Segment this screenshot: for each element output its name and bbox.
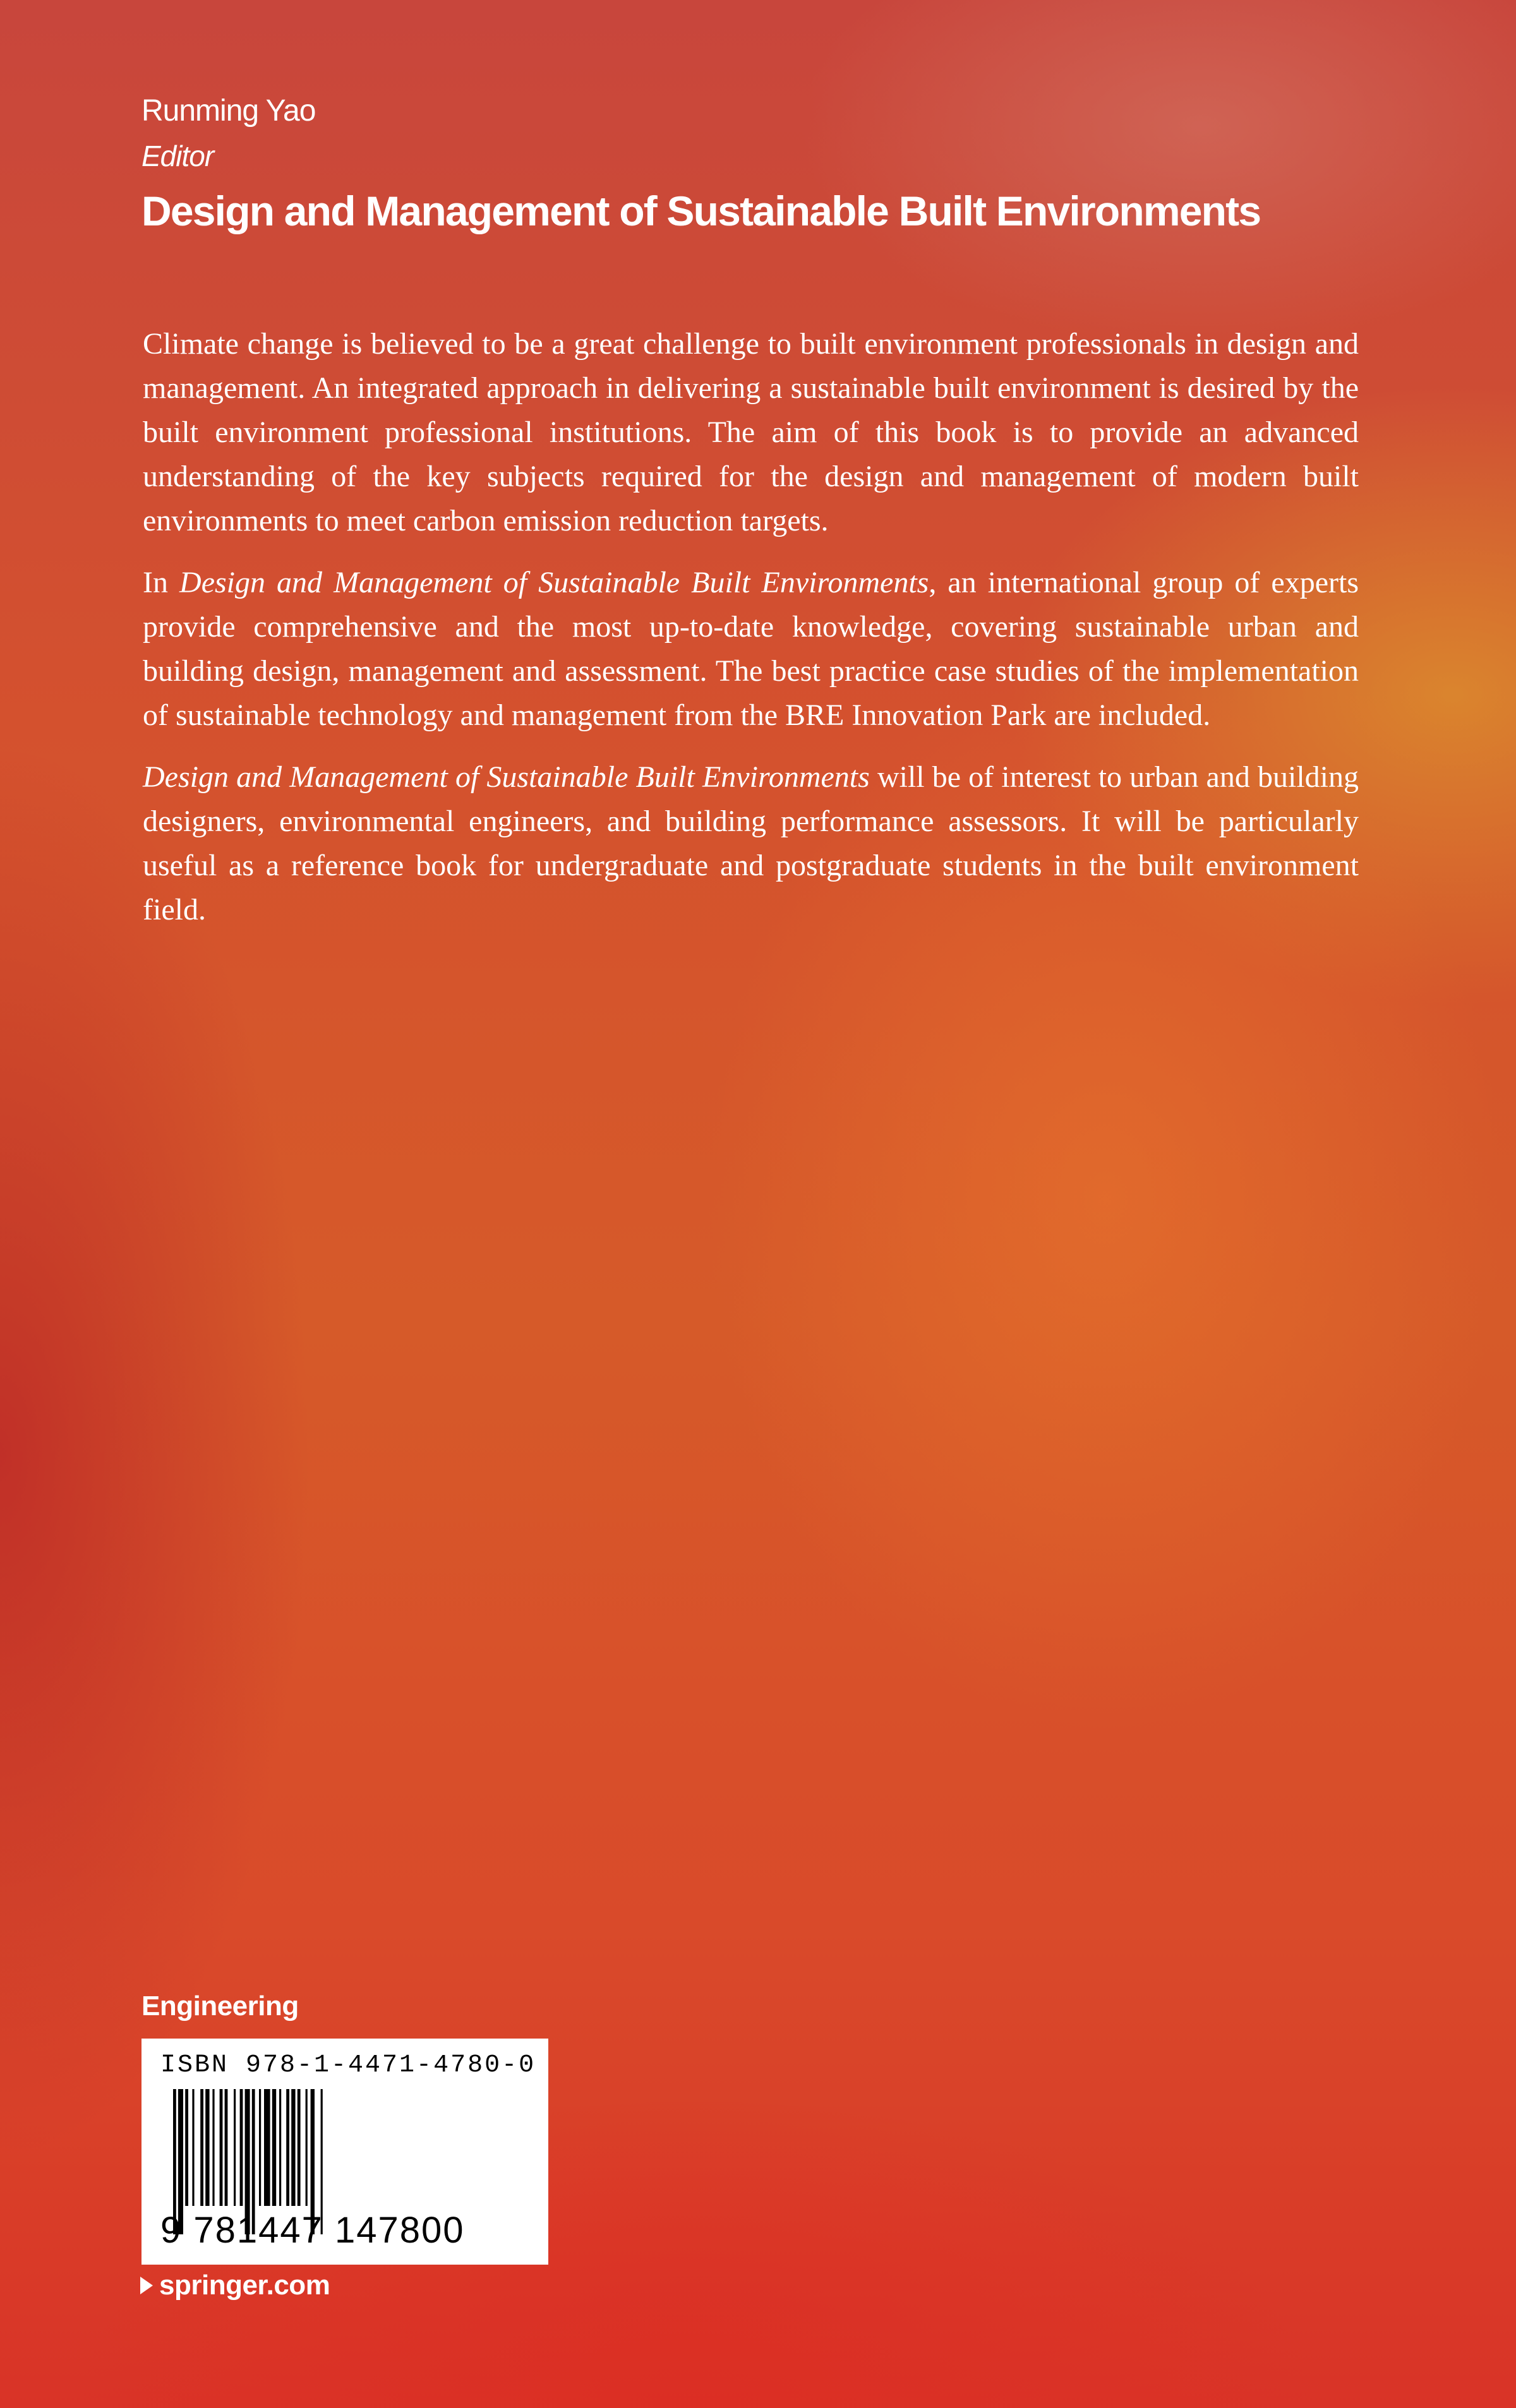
- publisher-link[interactable]: [140, 2270, 330, 2301]
- barcode-bar: [259, 2089, 261, 2206]
- blurb-text: [143, 322, 1359, 950]
- blurb-paragraph-2-rest: , an international group of experts provide comprehensive and the most up-to-date knowledge, covering sustainable urban and building design, management and assessment. The best practice case studies of the implementation of sustainable technology and management from the BRE Innovation Park are included.: [143, 566, 1359, 732]
- barcode-bar: [298, 2089, 301, 2206]
- blurb-paragraph-2: [143, 561, 1359, 738]
- barcode-bar: [240, 2089, 243, 2206]
- blurb-paragraph-3: [143, 755, 1359, 932]
- barcode-bar: [306, 2089, 308, 2206]
- barcode-bar: [225, 2089, 228, 2206]
- blurb-paragraph-3-rest: will be of interest to urban and building designers, environmental engineers, and building performance assessors. It will be particularly useful as a reference book for undergraduate and postgraduate students in the built environment field.: [143, 760, 1359, 926]
- publisher-url[interactable]: springer.com: [159, 2270, 330, 2301]
- barcode-bar: [220, 2089, 223, 2206]
- barcode-bar: [185, 2089, 188, 2206]
- subject-category: Engineering: [141, 1991, 299, 2022]
- arrow-right-icon: [140, 2277, 153, 2294]
- barcode-bar: [264, 2089, 270, 2206]
- barcode-bar: [272, 2089, 276, 2206]
- barcode-bar: [286, 2089, 289, 2206]
- barcode-bar: [291, 2089, 295, 2206]
- barcode-bar: [279, 2089, 281, 2206]
- book-title: Design and Management of Sustainable Built Environments: [141, 188, 1261, 234]
- barcode-bar: [212, 2089, 214, 2206]
- editor-name: Runming Yao: [141, 94, 316, 128]
- isbn-barcode: [141, 2039, 548, 2265]
- barcode-bar: [205, 2089, 209, 2206]
- editor-role: Editor: [141, 140, 214, 172]
- blurb-paragraph-2-lead: In: [143, 566, 180, 599]
- barcode-digits: 9 781447 147800: [160, 2210, 465, 2251]
- isbn-label: ISBN 978-1-4471-4780-0: [160, 2051, 536, 2080]
- barcode-bar: [200, 2089, 203, 2206]
- barcode-bar: [234, 2089, 236, 2206]
- barcode-bar: [192, 2089, 194, 2206]
- blurb-paragraph-1: Climate change is believed to be a great challenge to built environment professionals in design and management. An integrated approach in delivering a sustainable built environment is desired by the built environment professional institutions. The aim of this book is to provide an advanced understanding of the key subjects required for the design and management of modern built environments to meet carbon emission reduction targets.: [143, 327, 1359, 537]
- blurb-paragraph-2-title: Design and Management of Sustainable Built Environments: [179, 566, 929, 599]
- blurb-paragraph-3-title: Design and Management of Sustainable Built Environments: [143, 760, 870, 794]
